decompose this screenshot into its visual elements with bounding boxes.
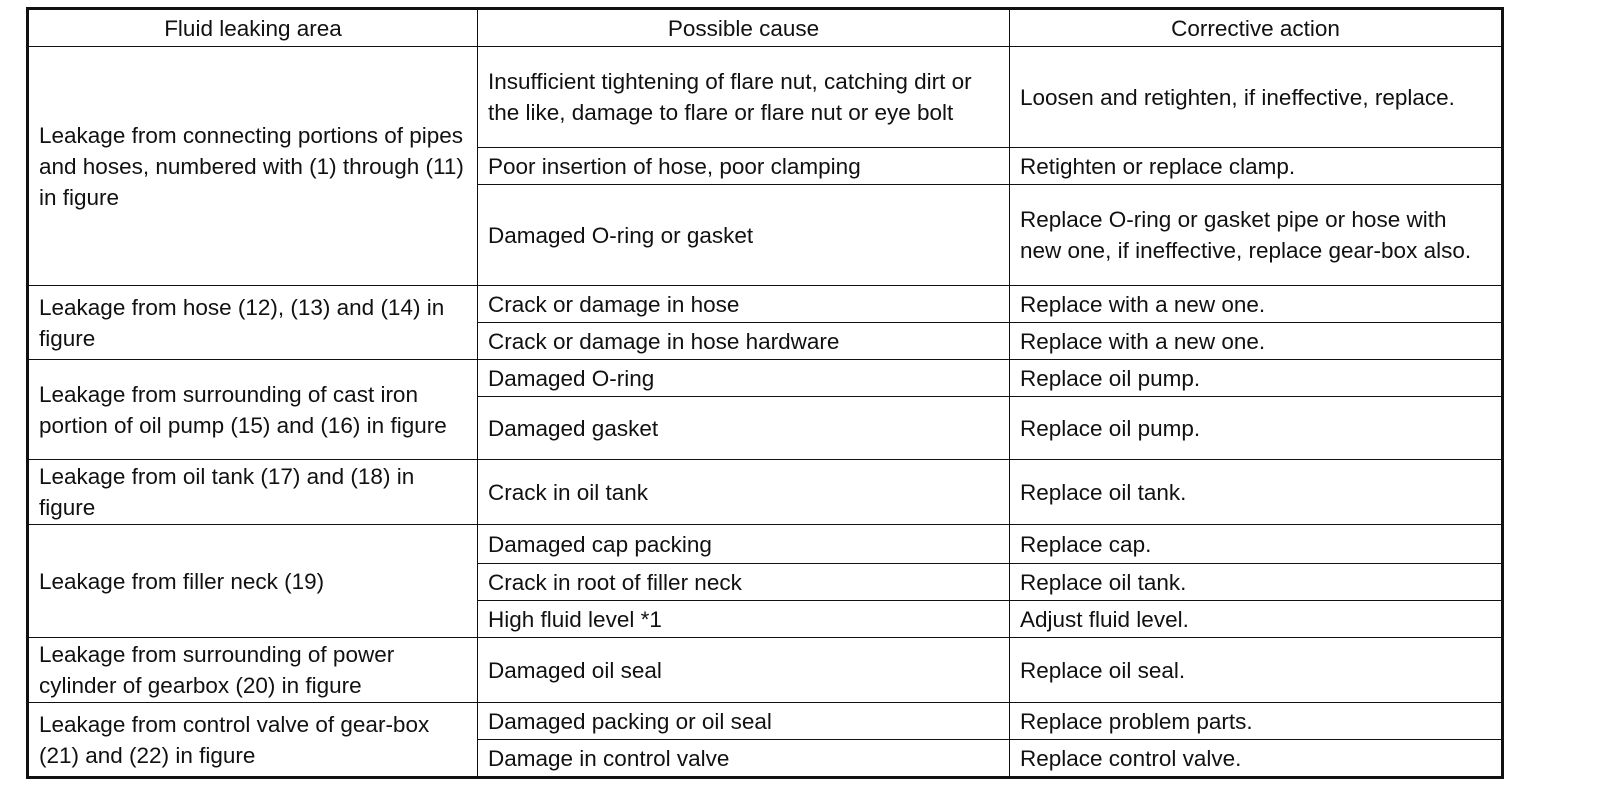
cause-cell: Crack in oil tank bbox=[478, 460, 1010, 525]
table-row bbox=[28, 638, 1503, 703]
header-corrective-action: Corrective action bbox=[1010, 9, 1503, 47]
cause-cell: Damage in control valve bbox=[478, 740, 1010, 778]
area-cell: Leakage from control valve of gear-box (21) and (22) in figure bbox=[28, 703, 478, 778]
cause-cell: High fluid level *1 bbox=[478, 601, 1010, 638]
header-possible-cause: Possible cause bbox=[478, 9, 1010, 47]
header-fluid-leaking-area: Fluid leaking area bbox=[28, 9, 478, 47]
area-cell: Leakage from connecting portions of pipes and hoses, numbered with (1) through (11) in figure bbox=[28, 47, 478, 286]
action-cell: Replace with a new one. bbox=[1010, 323, 1503, 360]
action-cell: Replace oil tank. bbox=[1010, 460, 1503, 525]
action-cell: Replace oil pump. bbox=[1010, 360, 1503, 397]
table-row bbox=[28, 525, 1503, 564]
action-cell: Replace oil pump. bbox=[1010, 397, 1503, 460]
cause-cell: Damaged cap packing bbox=[478, 525, 1010, 564]
cause-cell: Crack or damage in hose bbox=[478, 286, 1010, 323]
table-row bbox=[28, 460, 1503, 525]
table-row bbox=[28, 360, 1503, 397]
cause-cell: Damaged oil seal bbox=[478, 638, 1010, 703]
table-header-row bbox=[28, 9, 1503, 47]
action-cell: Loosen and retighten, if ineffective, replace. bbox=[1010, 47, 1503, 148]
action-cell: Replace with a new one. bbox=[1010, 286, 1503, 323]
action-cell: Replace control valve. bbox=[1010, 740, 1503, 778]
action-cell: Adjust fluid level. bbox=[1010, 601, 1503, 638]
cause-cell: Damaged packing or oil seal bbox=[478, 703, 1010, 740]
cause-cell: Damaged gasket bbox=[478, 397, 1010, 460]
cause-cell: Crack or damage in hose hardware bbox=[478, 323, 1010, 360]
action-cell: Replace O-ring or gasket pipe or hose with new one, if ineffective, replace gear-box also. bbox=[1010, 185, 1503, 286]
area-cell: Leakage from surrounding of cast iron portion of oil pump (15) and (16) in figure bbox=[28, 360, 478, 460]
cause-cell: Damaged O-ring or gasket bbox=[478, 185, 1010, 286]
area-cell: Leakage from filler neck (19) bbox=[28, 525, 478, 638]
action-cell: Replace cap. bbox=[1010, 525, 1503, 564]
cause-cell: Damaged O-ring bbox=[478, 360, 1010, 397]
action-cell: Retighten or replace clamp. bbox=[1010, 148, 1503, 185]
area-cell: Leakage from oil tank (17) and (18) in figure bbox=[28, 460, 478, 525]
fluid-leak-table bbox=[26, 7, 1504, 779]
table-row bbox=[28, 286, 1503, 323]
area-cell: Leakage from hose (12), (13) and (14) in figure bbox=[28, 286, 478, 360]
table-row bbox=[28, 703, 1503, 740]
action-cell: Replace oil tank. bbox=[1010, 564, 1503, 601]
table-row bbox=[28, 47, 1503, 148]
action-cell: Replace oil seal. bbox=[1010, 638, 1503, 703]
cause-cell: Insufficient tightening of flare nut, catching dirt or the like, damage to flare or flare nut or eye bolt bbox=[478, 47, 1010, 148]
cause-cell: Crack in root of filler neck bbox=[478, 564, 1010, 601]
action-cell: Replace problem parts. bbox=[1010, 703, 1503, 740]
area-cell: Leakage from surrounding of power cylinder of gearbox (20) in figure bbox=[28, 638, 478, 703]
cause-cell: Poor insertion of hose, poor clamping bbox=[478, 148, 1010, 185]
